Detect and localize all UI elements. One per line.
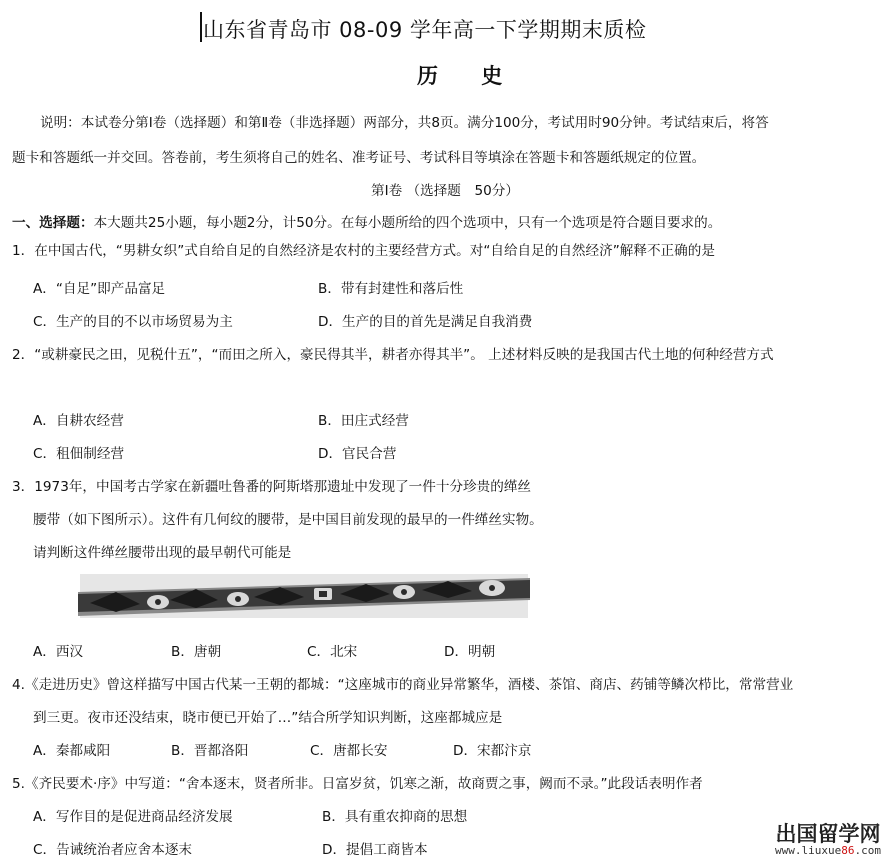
q3-line-2: 腰带（如下图所示）。这件有几何纹的腰带，是中国目前发现的最早的一件缂丝实物。 [33, 512, 543, 528]
q2-option-d: D．官民合营 [318, 446, 397, 462]
site-watermark [775, 823, 881, 857]
q2-stem: 2．“或耕豪民之田，见税什五”，“而田之所入，豪民得其半，耕者亦得其半”。 上述材料反映的是我国古代土地的何种经营方式 [12, 347, 774, 363]
q4-line-1: 4.《走进历史》曾这样描写中国古代某一王朝的都城：“这座城市的商业异常繁华，酒楼、茶馆、商店、药铺等鳞次栉比，常常营业 [12, 677, 794, 693]
q1-option-b: B．带有封建性和落后性 [318, 281, 464, 297]
instructions-line-2: 题卡和答题纸一并交回。答卷前，考生须将自己的姓名、准考证号、考试科目等填涂在答题卡和答题纸规定的位置。 [12, 150, 706, 166]
instructions-line-1: 说明：本试卷分第Ⅰ卷（选择题）和第Ⅱ卷（非选择题）两部分，共8页。满分100分，考试用时90分钟。考试结束后，将答 [40, 115, 769, 131]
volume-heading: 第Ⅰ卷 （选择题 50分） [371, 183, 519, 199]
q2-option-a: A．自耕农经营 [33, 413, 124, 429]
q5-option-d: D．提倡工商皆本 [322, 842, 428, 858]
q5-option-a: A．写作目的是促进商品经济发展 [33, 809, 233, 825]
section-heading [12, 211, 721, 231]
section-text: 本大题共25小题，每小题2分，计50分。在每小题所给的四个选项中，只有一个选项是符合题目要求的。 [93, 215, 722, 231]
q3-option-a: A．西汉 [33, 644, 84, 660]
section-label: 一、选择题： [12, 215, 94, 231]
q5-stem: 5.《齐民要术·序》中写道：“舍本逐末，贤者所非。日富岁贫，饥寒之渐，故商贾之事，阙而不录。”此段话表明作者 [12, 776, 703, 792]
q4-option-c: C．唐都长安 [310, 743, 388, 759]
silk-belt-image [78, 570, 530, 622]
q3-line-3: 请判断这件缂丝腰带出现的最早朝代可能是 [33, 545, 292, 561]
page-title: 山东省青岛市 08-09 学年高一下学期期末质检 [203, 18, 647, 42]
subject-heading: 历 史 [417, 64, 521, 88]
q4-option-d: D．宋都汴京 [453, 743, 532, 759]
q2-option-c: C．租佃制经营 [33, 446, 125, 462]
q1-stem: 1．在中国古代，“男耕女织”式自给自足的自然经济是农村的主要经营方式。对“自给自足的自然经济”解释不正确的是 [12, 243, 715, 259]
q1-option-d: D．生产的目的首先是满足自我消费 [318, 314, 533, 330]
q1-option-a: A．“自足”即产品富足 [33, 281, 166, 297]
q5-option-c: C．告诫统治者应舍本逐末 [33, 842, 193, 858]
q4-line-2: 到三更。夜市还没结束，晓市便已开始了…”结合所学知识判断，这座都城应是 [33, 710, 503, 726]
watermark-url: www.liuxue86.com [775, 844, 881, 858]
q3-option-d: D．明朝 [444, 644, 496, 660]
q2-option-b: B．田庄式经营 [318, 413, 409, 429]
q4-option-b: B．晋都洛阳 [171, 743, 249, 759]
q3-option-b: B．唐朝 [171, 644, 222, 660]
watermark-name: 出国留学网 [775, 822, 881, 847]
q3-line-1: 3．1973年，中国考古学家在新疆吐鲁番的阿斯塔那遗址中发现了一件十分珍贵的缂丝 [12, 479, 532, 495]
q5-option-b: B．具有重农抑商的思想 [322, 809, 468, 825]
text-cursor [200, 12, 202, 42]
q4-option-a: A．秦都咸阳 [33, 743, 111, 759]
q1-option-c: C．生产的目的不以市场贸易为主 [33, 314, 233, 330]
q3-option-c: C．北宋 [307, 644, 358, 660]
